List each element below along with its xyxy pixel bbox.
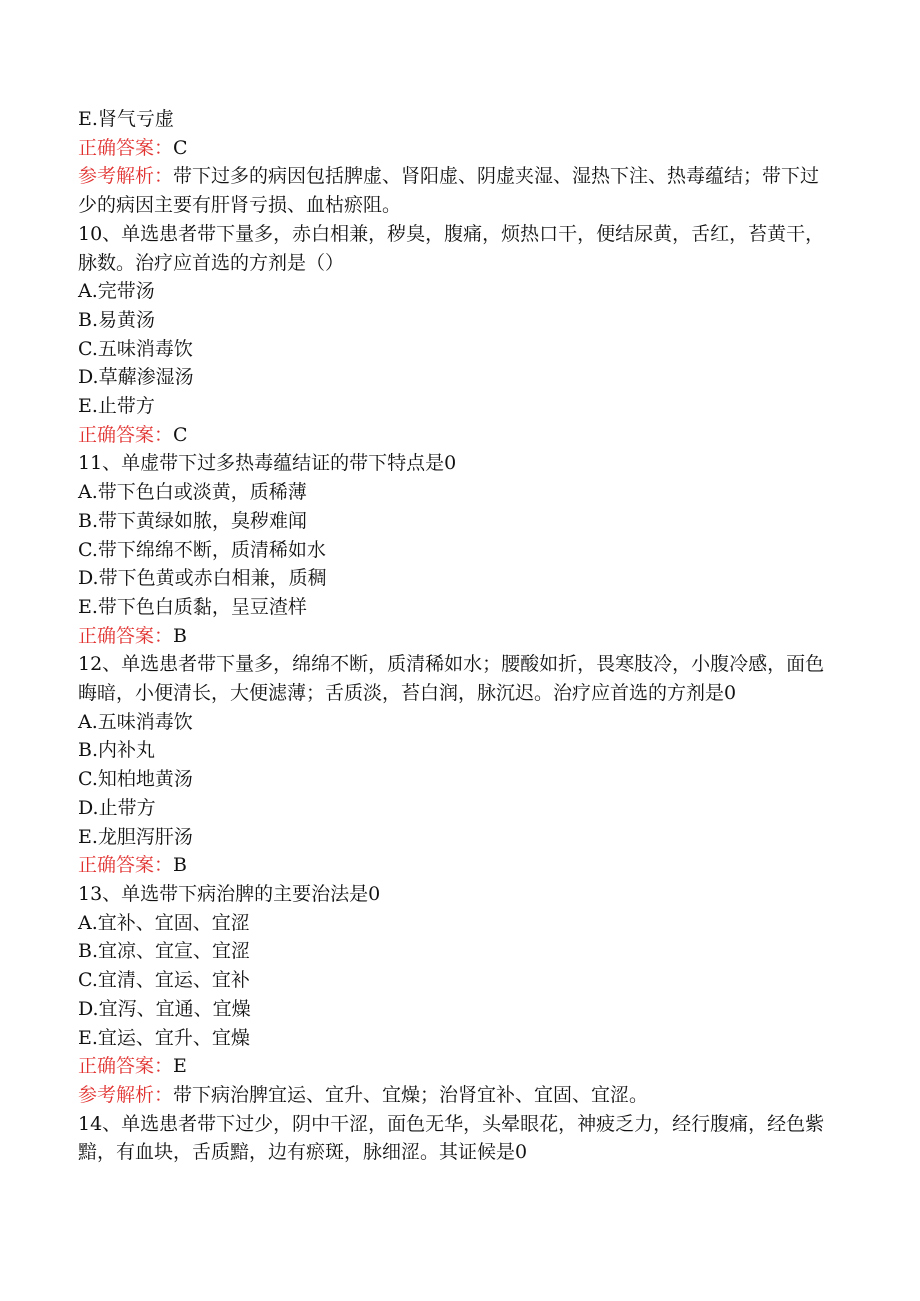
explanation-block — [78, 1081, 838, 1110]
option-line: A.五味消毒饮 — [78, 710, 193, 733]
option-line: B.带下黄绿如脓，臭秽难闻 — [78, 509, 308, 532]
explanation-text: 带下病治脾宜运、宜升、宜燥；治肾宜补、宜固、宜涩。 — [173, 1083, 649, 1106]
option-line: B.易黄汤 — [78, 308, 156, 331]
answer-value: C — [173, 423, 188, 446]
option-line: C.知柏地黄汤 — [78, 768, 193, 791]
document-page — [78, 105, 838, 1167]
option-line: D.带下色黄或赤白相兼，质稠 — [78, 567, 327, 590]
option-line: E.宜运、宜升、宜燥 — [78, 1026, 250, 1049]
option-line: D.宜泻、宜通、宜燥 — [78, 997, 251, 1020]
answer-value: B — [173, 624, 187, 647]
option-line: A.带下色白或淡黄，质稀薄 — [78, 481, 307, 504]
question-text: 13、单选带下病治脾的主要治法是0 — [78, 882, 381, 905]
explanation-block — [78, 162, 838, 219]
question-text: 10、单选患者带下量多，赤白相兼，秽臭，腹痛，烦热口干，便结尿黄，舌红，苔黄干，脉数。治疗应首选的方剂是（） — [78, 222, 825, 274]
option-line: E.龙胆泻肝汤 — [78, 825, 193, 848]
option-line: C.五味消毒饮 — [78, 337, 193, 360]
option-line: A.完带汤 — [78, 280, 155, 303]
explanation-text: 带下过多的病因包括脾虚、肾阳虚、阴虚夹湿、湿热下注、热毒蕴结；带下过少的病因主要有肝肾亏损、血枯瘀阻。 — [78, 165, 820, 217]
explanation-label: 参考解析： — [78, 165, 174, 188]
answer-label: 正确答案： — [78, 136, 174, 159]
answer-line — [78, 1052, 838, 1081]
option-line: B.内补丸 — [78, 739, 156, 762]
option-line: C.带下绵绵不断，质清稀如水 — [78, 538, 326, 561]
option-line: E.止带方 — [78, 395, 155, 418]
question-text: 11、单虚带下过多热毒蕴结证的带下特点是0 — [78, 452, 457, 475]
answer-line — [78, 622, 838, 651]
answer-value: B — [173, 854, 187, 877]
answer-label: 正确答案： — [78, 1055, 174, 1078]
answer-value: E — [173, 1055, 187, 1078]
answer-line — [78, 851, 838, 880]
answer-label: 正确答案： — [78, 423, 174, 446]
answer-line — [78, 134, 838, 163]
option-line: B.宜凉、宜宣、宜涩 — [78, 940, 251, 963]
option-line: D.草薢渗湿汤 — [78, 366, 194, 389]
question-text: 14、单选患者带下过少，阴中干涩，面色无华，头晕眼花，神疲乏力，经行腹痛，经色紫黯，有血块，舌质黯，边有瘀斑，脉细涩。其证候是0 — [78, 1112, 825, 1164]
question-text: 12、单选患者带下量多，绵绵不断，质清稀如水；腰酸如折，畏寒肢冷，小腹冷感，面色晦暗，小便清长，大便滤薄；舌质淡，苔白润，脉沉迟。治疗应首选的方剂是0 — [78, 653, 825, 705]
answer-value: C — [173, 136, 188, 159]
explanation-label: 参考解析： — [78, 1083, 174, 1106]
answer-label: 正确答案： — [78, 624, 174, 647]
option-line: E.肾气亏虚 — [78, 108, 174, 130]
option-line: A.宜补、宜固、宜涩 — [78, 911, 250, 934]
answer-label: 正确答案： — [78, 854, 174, 877]
answer-line — [78, 421, 838, 450]
option-line: D.止带方 — [78, 796, 156, 819]
option-line: C.宜清、宜运、宜补 — [78, 969, 250, 992]
option-line: E.带下色白质黏，呈豆渣样 — [78, 595, 307, 618]
